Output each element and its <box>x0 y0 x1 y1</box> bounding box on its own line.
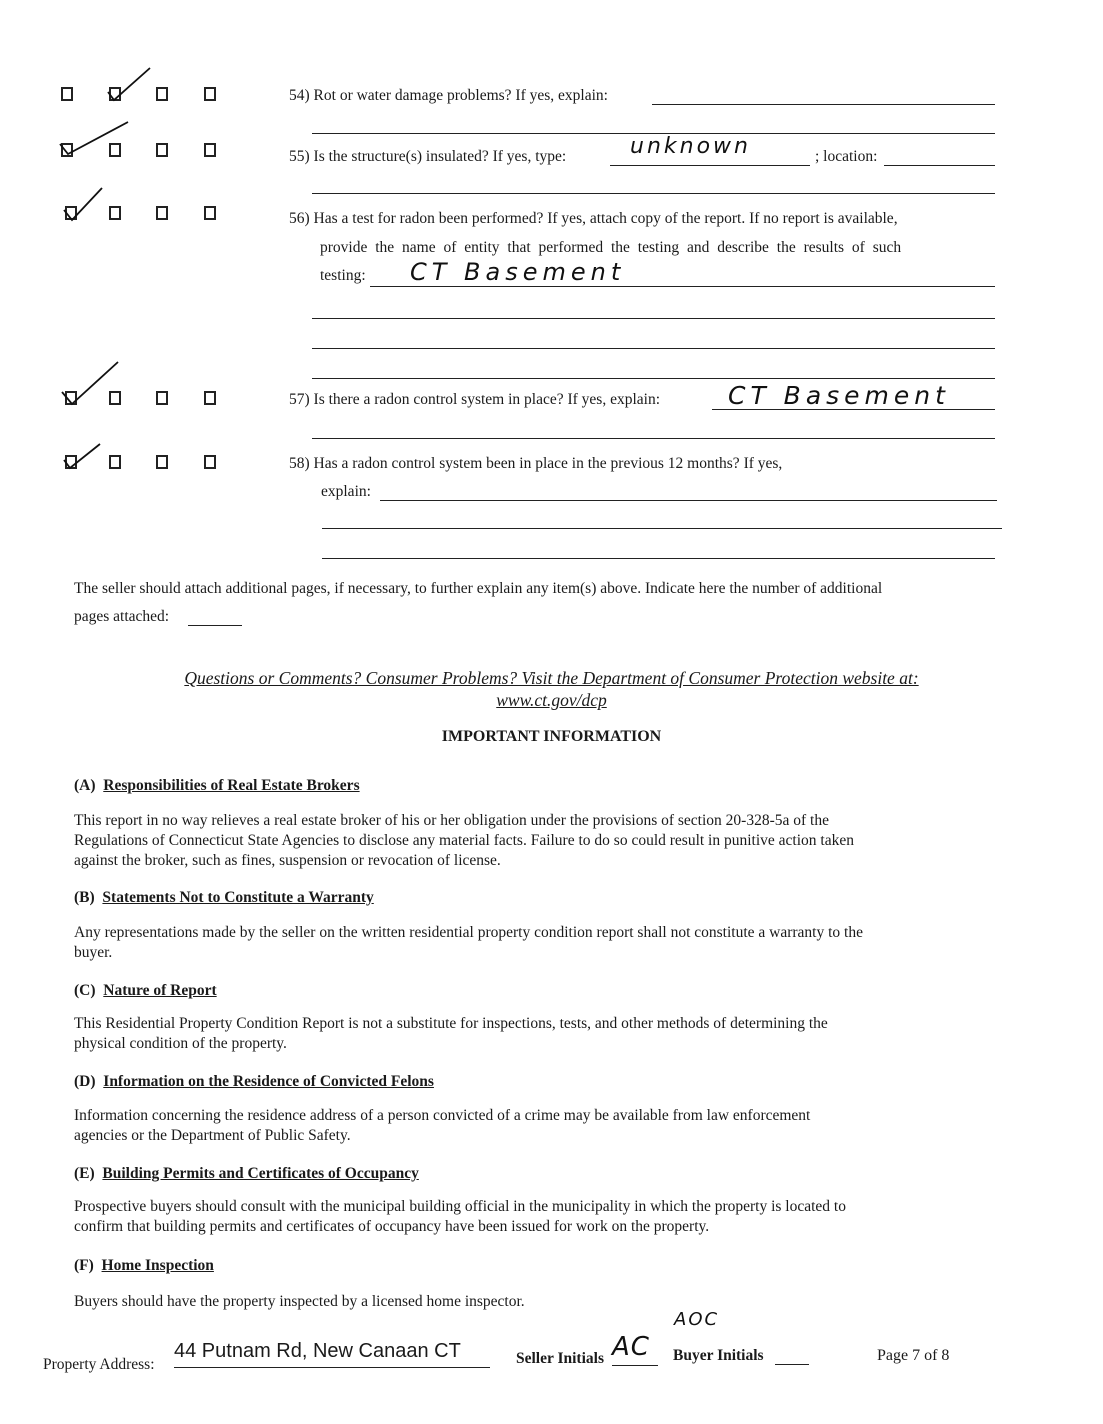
question-number: 54) <box>289 87 310 104</box>
section-line: Buyers should have the property inspected by a licensed home inspector. <box>74 1293 525 1310</box>
section-a-body <box>74 811 994 871</box>
section-line: Any representations made by the seller on the written residential property condition report shall not constitute a warranty to the <box>74 924 863 941</box>
checkbox[interactable] <box>109 206 121 220</box>
checkbox[interactable] <box>204 87 216 101</box>
section-e-header <box>74 1165 419 1183</box>
checkbox[interactable] <box>204 206 216 220</box>
section-letter: (E) <box>74 1165 95 1182</box>
checkbox[interactable] <box>61 87 73 101</box>
answer-line[interactable] <box>370 286 995 287</box>
checkbox[interactable] <box>204 143 216 157</box>
section-line: confirm that building permits and certificates of occupancy have been issued for work on the property. <box>74 1218 710 1235</box>
seller-initials-line <box>612 1365 658 1366</box>
section-b-body <box>74 923 994 963</box>
handwritten-answer: CT Basement <box>410 258 626 286</box>
buyer-initials-label: Buyer Initials <box>673 1347 764 1364</box>
page-number: Page 7 of 8 <box>877 1347 950 1364</box>
seller-initials-label: Seller Initials <box>516 1350 604 1367</box>
handwritten-answer: unknown <box>630 134 751 159</box>
answer-line[interactable] <box>322 558 995 559</box>
answer-line[interactable] <box>312 438 995 439</box>
seller-initials-value[interactable]: AC <box>612 1332 650 1362</box>
section-line: against the broker, such as fines, suspension or revocation of license. <box>74 852 501 869</box>
answer-line[interactable] <box>610 165 810 166</box>
consumer-link-text[interactable]: Questions or Comments? Consumer Problems? Visit the Department of Consumer Protection website at: <box>184 668 919 688</box>
checkbox[interactable] <box>156 206 168 220</box>
question-label: explain: <box>321 483 371 500</box>
property-address-label: Property Address: <box>43 1356 155 1373</box>
section-letter: (D) <box>74 1073 96 1090</box>
section-c-header <box>74 982 217 1000</box>
section-letter: (F) <box>74 1257 94 1274</box>
answer-line[interactable] <box>380 500 997 501</box>
section-title: Information on the Residence of Convicted Felons <box>103 1073 434 1090</box>
question-55 <box>289 148 566 166</box>
section-a-header <box>74 777 360 795</box>
check-mark-icon <box>60 184 106 224</box>
section-f-body <box>74 1292 994 1312</box>
question-text: Is there a radon control system in place? If yes, explain: <box>313 391 661 408</box>
section-c-body <box>74 1014 994 1054</box>
answer-line[interactable] <box>312 378 995 379</box>
checkbox[interactable] <box>156 455 168 469</box>
consumer-link-url[interactable]: www.ct.gov/dcp <box>496 690 607 710</box>
check-mark-icon <box>56 118 132 158</box>
check-mark-icon <box>60 440 104 472</box>
answer-line[interactable] <box>312 193 995 194</box>
section-e-body <box>74 1197 994 1237</box>
section-title: Building Permits and Certificates of Occupancy <box>102 1165 419 1182</box>
section-line: Information concerning the residence address of a person convicted of a crime may be available from law enforcement <box>74 1107 811 1124</box>
section-d-header <box>74 1073 434 1091</box>
checkbox[interactable] <box>204 391 216 405</box>
check-mark-icon <box>104 64 154 104</box>
question-text: Has a radon control system been in place in the previous 12 months? If yes, <box>313 455 783 472</box>
handwritten-answer: CT Basement <box>728 381 950 410</box>
question-54 <box>289 87 608 105</box>
checkbox[interactable] <box>204 455 216 469</box>
check-mark-icon <box>58 358 122 408</box>
question-text-location: ; location: <box>815 148 878 165</box>
section-line: buyer. <box>74 944 113 961</box>
section-line: Prospective buyers should consult with the municipal building official in the municipality in which the property is located to <box>74 1198 846 1215</box>
section-b-header <box>74 889 374 907</box>
additional-pages-label: pages attached: <box>74 608 170 625</box>
section-title: Home Inspection <box>101 1257 214 1274</box>
section-d-body <box>74 1106 994 1146</box>
section-letter: (A) <box>74 777 96 794</box>
section-f-header <box>74 1257 214 1275</box>
section-letter: (B) <box>74 889 95 906</box>
property-address-value[interactable]: 44 Putnam Rd, New Canaan CT <box>174 1340 461 1362</box>
additional-pages-field[interactable] <box>188 625 242 626</box>
buyer-initials-field[interactable] <box>775 1364 809 1365</box>
question-number: 57) <box>289 391 310 408</box>
important-title: IMPORTANT INFORMATION <box>441 728 662 745</box>
property-address-line <box>174 1367 490 1368</box>
section-line: physical condition of the property. <box>74 1035 287 1052</box>
checkbox[interactable] <box>109 455 121 469</box>
question-number: 55) <box>289 148 310 165</box>
question-text: Has a test for radon been performed? If yes, attach copy of the report. If no report is available, <box>313 210 898 227</box>
question-57 <box>289 391 660 409</box>
additional-pages-text: The seller should attach additional pages, if necessary, to further explain any item(s) above. Indicate here the number of additional <box>74 580 883 597</box>
answer-line[interactable] <box>312 348 995 349</box>
question-text: Rot or water damage problems? If yes, explain: <box>313 87 608 104</box>
question-56 <box>289 210 898 228</box>
question-label: testing: <box>320 267 366 284</box>
checkbox[interactable] <box>156 391 168 405</box>
checkbox[interactable] <box>156 87 168 101</box>
answer-line[interactable] <box>322 528 1002 529</box>
section-line: This report in no way relieves a real estate broker of his or her obligation under the provisions of section 20-328-5a of the <box>74 812 829 829</box>
question-number: 56) <box>289 210 310 227</box>
section-letter: (C) <box>74 982 96 999</box>
checkbox[interactable] <box>156 143 168 157</box>
question-text: provide the name of entity that performed the testing and describe the results of such <box>320 239 902 256</box>
section-title: Responsibilities of Real Estate Brokers <box>103 777 360 794</box>
section-line: agencies or the Department of Public Safety. <box>74 1127 351 1144</box>
question-58 <box>289 455 782 473</box>
question-number: 58) <box>289 455 310 472</box>
answer-line[interactable] <box>652 104 995 105</box>
section-title: Statements Not to Constitute a Warranty <box>102 889 374 906</box>
answer-line[interactable] <box>884 165 995 166</box>
section-line: This Residential Property Condition Report is not a substitute for inspections, tests, and other methods of determining the <box>74 1015 828 1032</box>
question-text: Is the structure(s) insulated? If yes, type: <box>313 148 567 165</box>
section-title: Nature of Report <box>103 982 217 999</box>
answer-line[interactable] <box>312 318 995 319</box>
handwritten-initials-extra: AOC <box>674 1309 720 1330</box>
section-line: Regulations of Connecticut State Agencies to disclose any material facts. Failure to do so could result in punitive action taken <box>74 832 854 849</box>
